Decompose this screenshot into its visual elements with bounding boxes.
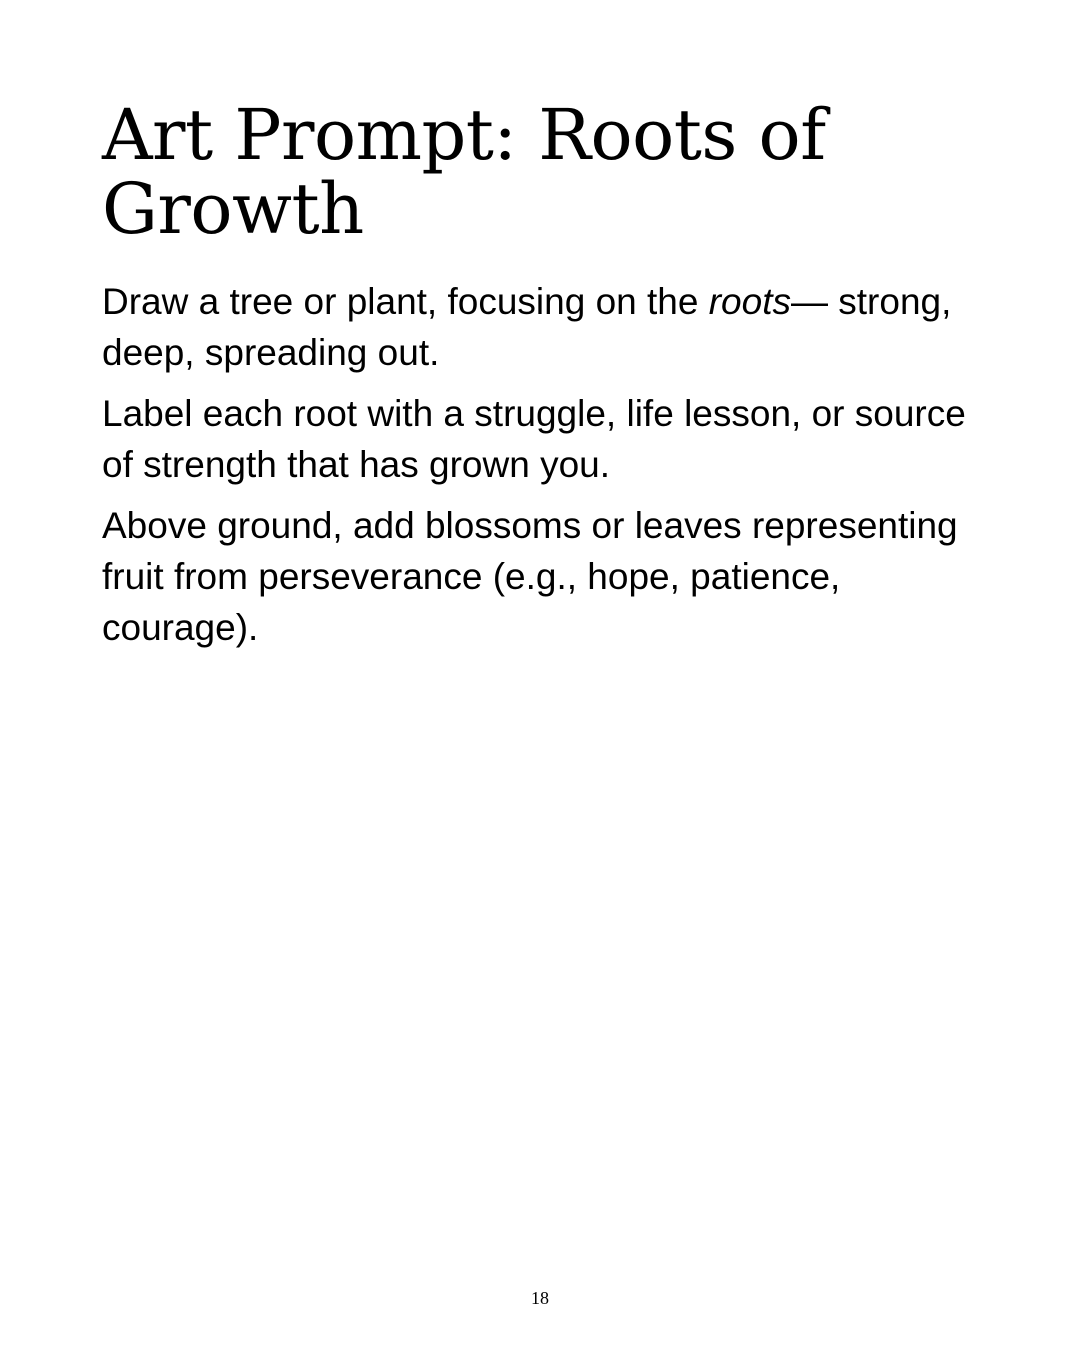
instruction-paragraph-2: Label each root with a struggle, life lesson, or source of strength that has grown you.	[102, 393, 966, 485]
instruction-paragraph-1	[102, 276, 982, 378]
page-title: Art Prompt: Roots of Growth	[102, 94, 826, 250]
instruction-paragraph-3: Above ground, add blossoms or leaves representing fruit from perseverance (e.g., hope, patience, courage).	[102, 505, 958, 648]
instruction-1-text-end: — strong, deep, spreading out.	[102, 281, 952, 373]
instruction-1-emphasis: roots	[708, 281, 791, 322]
page-number: 18	[531, 1288, 549, 1308]
prompt-instructions	[102, 276, 982, 663]
instruction-1-text-start: Draw a tree or plant, focusing on the	[102, 281, 709, 322]
